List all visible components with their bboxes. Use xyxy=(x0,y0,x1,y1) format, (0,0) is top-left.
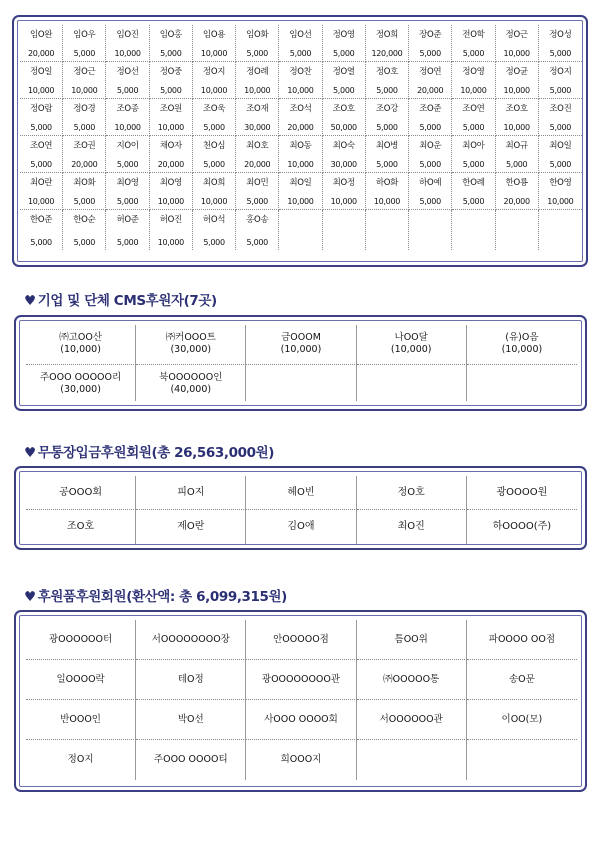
donor-amount: 20,000 xyxy=(244,160,271,169)
donor-amount: 5,000 xyxy=(73,123,96,132)
cms-donor-name: ㈜커OOO트 xyxy=(165,332,216,343)
empty-cell xyxy=(467,740,577,780)
donor-name: 최O아 xyxy=(462,141,485,151)
donor-name: 조O진 xyxy=(549,104,572,114)
donor-cell xyxy=(496,173,539,210)
donor-cell xyxy=(366,173,409,210)
donor-name: 조O석 xyxy=(289,104,312,114)
donor-cell xyxy=(409,173,452,210)
cms-donor-name: 북OOOOOO인 xyxy=(159,372,223,383)
donor-name: 조O재 xyxy=(246,104,269,114)
donor-amount: 5,000 xyxy=(462,197,485,206)
goods-grid xyxy=(26,620,577,780)
empty-cell xyxy=(539,210,582,250)
donor-name: 임O화 xyxy=(246,30,269,40)
cms-donor-cell xyxy=(136,325,246,365)
donor-cell xyxy=(20,136,63,173)
donor-cell xyxy=(496,99,539,136)
donor-cell xyxy=(366,99,409,136)
donor-name: 허O준 xyxy=(116,215,139,225)
cms-donor-amount: (10,000) xyxy=(280,344,322,355)
donor-cell xyxy=(452,136,495,173)
goods-section-title: 후원품후원회원(환산액: 총 6,099,315원) xyxy=(37,589,287,605)
donor-cell xyxy=(236,136,279,173)
donor-amount: 10,000 xyxy=(28,197,55,206)
goods-donor-cell: 사OOO OOOO회 xyxy=(246,700,356,740)
account-donor-cell: 광OOOO원 xyxy=(467,476,577,510)
donor-name: 최O숙 xyxy=(332,141,355,151)
goods-donor-cell: 송O문 xyxy=(467,660,577,700)
donor-name: 최O동 xyxy=(289,141,312,151)
donor-amount: 10,000 xyxy=(157,238,184,247)
cms-donor-cell xyxy=(136,365,246,401)
cms-donor-amount: (40,000) xyxy=(170,384,212,395)
empty-cell xyxy=(452,210,495,250)
donor-name: 장O준 xyxy=(419,30,442,40)
donor-cell xyxy=(409,136,452,173)
donor-name: 허O석 xyxy=(202,215,226,225)
donor-cell xyxy=(496,25,539,62)
donor-cell xyxy=(150,173,193,210)
donor-amount: 5,000 xyxy=(505,160,528,169)
donor-name: 천O심 xyxy=(202,141,226,151)
goods-donor-cell: 서OOOOOOOO장 xyxy=(136,620,246,660)
cms-donor-cell xyxy=(246,325,356,365)
donor-amount: 5,000 xyxy=(30,238,52,247)
donor-name: 한O룡 xyxy=(505,178,528,188)
donor-cell xyxy=(279,173,322,210)
heart-icon: ♥ xyxy=(24,589,36,605)
donor-amount: 10,000 xyxy=(460,86,487,95)
donor-name: 최O희 xyxy=(202,178,226,188)
donor-name: 정O근 xyxy=(505,30,528,40)
empty-cell xyxy=(467,365,577,401)
donor-amount: 5,000 xyxy=(73,49,96,58)
donor-name: 최O병 xyxy=(375,141,399,151)
donor-name: 허O진 xyxy=(159,215,182,225)
donor-name: 한O례 xyxy=(462,178,485,188)
donor-cell xyxy=(539,173,582,210)
donor-amount: 5,000 xyxy=(419,123,441,132)
individual-donor-table xyxy=(12,15,588,267)
donor-name: 홍O송 xyxy=(246,215,269,225)
donor-name: 정O경 xyxy=(73,104,96,114)
donor-amount: 5,000 xyxy=(73,197,96,206)
donor-amount: 20,000 xyxy=(157,160,184,169)
donor-amount: 50,000 xyxy=(330,123,357,132)
donor-name: 임O진 xyxy=(116,30,139,40)
donor-cell xyxy=(20,62,63,99)
donor-cell xyxy=(366,62,409,99)
goods-donor-cell: 반OOO인 xyxy=(26,700,136,740)
cms-grid xyxy=(26,325,577,401)
donor-amount: 10,000 xyxy=(373,197,401,206)
donor-amount: 5,000 xyxy=(376,123,398,132)
donor-name: 최O영 xyxy=(159,178,182,188)
goods-donor-cell: 서OOOOOO관 xyxy=(357,700,467,740)
donor-amount: 5,000 xyxy=(203,160,225,169)
donor-name: 정O열 xyxy=(332,67,355,77)
donor-cell xyxy=(20,173,63,210)
donor-name: 최O정 xyxy=(332,178,355,188)
heart-icon: ♥ xyxy=(24,293,36,309)
donor-cell xyxy=(323,99,366,136)
donor-cell xyxy=(236,62,279,99)
donor-cell xyxy=(106,210,149,250)
donor-name: 조O연 xyxy=(30,141,53,151)
donor-name: 정O지 xyxy=(202,67,226,77)
cms-donor-amount: (10,000) xyxy=(501,344,543,355)
donor-amount: 5,000 xyxy=(549,86,572,95)
donor-cell xyxy=(63,210,106,250)
donor-amount: 5,000 xyxy=(73,238,96,247)
cms-donor-name: 나OO달 xyxy=(394,332,428,343)
donor-name: 임O선 xyxy=(289,30,312,40)
cms-donor-cell xyxy=(26,365,136,401)
donor-name: 조O준 xyxy=(419,104,442,114)
donor-amount: 5,000 xyxy=(333,86,355,95)
cms-donor-cell xyxy=(467,325,577,365)
donor-name: 최O운 xyxy=(419,141,442,151)
donor-name: 최O일 xyxy=(289,178,312,188)
cms-donor-name: (유)O음 xyxy=(505,332,539,343)
donor-cell xyxy=(63,136,106,173)
donor-name: 전O학 xyxy=(462,30,485,40)
empty-cell xyxy=(357,365,467,401)
donor-cell xyxy=(63,25,106,62)
donor-name: 최O영 xyxy=(116,178,139,188)
donor-amount: 5,000 xyxy=(333,49,355,58)
donor-amount: 5,000 xyxy=(289,49,312,58)
donor-name: 최O일 xyxy=(549,141,572,151)
donor-cell xyxy=(539,99,582,136)
account-donor-cell: 하OOOO(주) xyxy=(492,521,552,532)
donor-cell xyxy=(150,25,193,62)
donor-name: 정O성 xyxy=(549,30,572,40)
donor-cell xyxy=(150,99,193,136)
donor-name: 한O순 xyxy=(73,215,96,225)
donor-name: 조O연 xyxy=(462,104,485,114)
cms-donor-amount: (30,000) xyxy=(60,384,101,395)
donor-cell xyxy=(236,210,279,250)
donor-cell xyxy=(193,136,236,173)
donor-amount: 5,000 xyxy=(160,49,182,58)
donor-name: 정O선 xyxy=(116,67,139,77)
empty-cell xyxy=(323,210,366,250)
donor-name: 정O람 xyxy=(30,104,53,114)
cms-section-heading xyxy=(24,289,217,309)
goods-donor-cell: 안OOOOO점 xyxy=(246,620,356,660)
donor-amount: 10,000 xyxy=(287,160,314,169)
donor-amount: 10,000 xyxy=(547,197,574,206)
donor-cell xyxy=(366,136,409,173)
donor-amount: 10,000 xyxy=(28,86,55,95)
donor-amount: 10,000 xyxy=(287,197,314,206)
donor-amount: 5,000 xyxy=(246,238,268,247)
donor-cell xyxy=(150,62,193,99)
donor-cell xyxy=(323,25,366,62)
goods-donor-cell: 틈OO위 xyxy=(357,620,467,660)
goods-donor-cell: 테O정 xyxy=(136,660,246,700)
donor-amount: 10,000 xyxy=(503,86,530,95)
donor-cell xyxy=(150,136,193,173)
donor-amount: 5,000 xyxy=(203,238,225,247)
donor-amount: 10,000 xyxy=(114,123,141,132)
donor-cell xyxy=(452,173,495,210)
donor-cell xyxy=(20,25,63,62)
donor-name: 최O란 xyxy=(30,178,53,188)
donor-name: 정O일 xyxy=(30,67,53,77)
donor-name: 정O근 xyxy=(73,67,96,77)
donor-amount: 5,000 xyxy=(376,160,398,169)
donor-cell xyxy=(539,136,582,173)
empty-cell xyxy=(279,210,322,250)
donor-cell xyxy=(452,62,495,99)
donor-cell xyxy=(409,62,452,99)
donor-cell xyxy=(193,62,236,99)
account-donor-cell: 정O호 xyxy=(357,476,467,510)
donor-cell xyxy=(409,25,452,62)
account-donor-cell: 헤O빈 xyxy=(246,476,356,510)
donor-cell xyxy=(236,25,279,62)
donor-amount: 10,000 xyxy=(157,123,184,132)
donor-cell xyxy=(106,25,149,62)
donor-cell xyxy=(63,99,106,136)
cms-donor-cell xyxy=(357,325,467,365)
donor-name: 하O화 xyxy=(375,178,399,188)
donor-name: 정O례 xyxy=(246,67,269,77)
account-donor-cell: 김O애 xyxy=(246,510,356,544)
account-donor-cell: 제O란 xyxy=(136,510,246,544)
donor-cell xyxy=(539,62,582,99)
donor-cell xyxy=(323,173,366,210)
account-section-heading xyxy=(24,441,274,461)
goods-donor-cell: 이OO(모) xyxy=(467,700,577,740)
donor-name: 정O영 xyxy=(332,30,355,40)
donor-cell xyxy=(193,25,236,62)
donor-name: 한O영 xyxy=(549,178,572,188)
donor-amount: 10,000 xyxy=(503,49,530,58)
goods-donor-table xyxy=(14,610,587,792)
cms-donor-cell xyxy=(26,325,136,365)
donor-name: 정O찬 xyxy=(289,67,312,77)
donor-amount: 10,000 xyxy=(157,197,184,206)
donor-cell xyxy=(496,62,539,99)
donor-name: 정O중 xyxy=(159,67,182,77)
goods-donor-cell: 광OOOOOOOO관 xyxy=(246,660,356,700)
account-donor-cell: 피O지 xyxy=(136,476,246,510)
cms-donor-name: 금OOOM xyxy=(281,332,321,343)
donor-amount: 5,000 xyxy=(30,160,52,169)
donor-amount: 10,000 xyxy=(200,197,228,206)
donor-name: 임O홍 xyxy=(159,30,182,40)
donor-cell xyxy=(236,173,279,210)
donor-amount: 5,000 xyxy=(462,49,485,58)
donor-name: 조O종 xyxy=(116,104,139,114)
empty-cell xyxy=(409,210,452,250)
donor-cell xyxy=(279,25,322,62)
cms-donor-amount: (10,000) xyxy=(390,344,432,355)
donor-name: 하O예 xyxy=(419,178,442,188)
donor-amount: 20,000 xyxy=(503,197,530,206)
empty-cell xyxy=(357,740,467,780)
donor-cell xyxy=(20,210,63,250)
donor-name: 최O민 xyxy=(246,178,269,188)
donor-name: 임O용 xyxy=(202,30,226,40)
donor-cell xyxy=(323,62,366,99)
account-donor-table xyxy=(14,466,587,550)
donor-name: 조O강 xyxy=(375,104,399,114)
donor-name: 정O희 xyxy=(375,30,399,40)
donor-amount: 20,000 xyxy=(287,123,314,132)
goods-section-heading xyxy=(24,585,287,605)
donor-name: 정O호 xyxy=(375,67,399,77)
cms-donor-amount: (30,000) xyxy=(170,344,212,355)
donor-amount: 5,000 xyxy=(160,86,182,95)
donor-cell xyxy=(236,99,279,136)
donor-amount: 30,000 xyxy=(330,160,357,169)
donor-cell xyxy=(323,136,366,173)
donor-cell xyxy=(452,25,495,62)
account-donor-cell: 조O호 xyxy=(26,510,136,544)
donor-cell xyxy=(279,62,322,99)
donor-cell xyxy=(106,99,149,136)
donor-amount: 5,000 xyxy=(30,123,52,132)
donor-amount: 5,000 xyxy=(376,86,398,95)
donor-amount: 5,000 xyxy=(419,197,441,206)
goods-donor-cell: 희OOO지 xyxy=(246,740,356,780)
goods-donor-cell: 정O지 xyxy=(26,740,136,780)
donor-name: 임O우 xyxy=(73,30,96,40)
donor-amount: 5,000 xyxy=(549,160,572,169)
donor-name: 조O욱 xyxy=(202,104,226,114)
donor-amount: 5,000 xyxy=(116,238,139,247)
donor-amount: 10,000 xyxy=(503,123,530,132)
donor-amount: 10,000 xyxy=(200,49,228,58)
donor-amount: 10,000 xyxy=(114,49,141,58)
donor-name: 조O호 xyxy=(332,104,355,114)
goods-donor-cell: ㈜OOOOO통 xyxy=(357,660,467,700)
cms-donor-name: 주OOO OOOOO리 xyxy=(39,372,122,383)
goods-donor-cell: 광OOOOOO터 xyxy=(26,620,136,660)
donor-amount: 120,000 xyxy=(371,49,403,58)
donor-amount: 5,000 xyxy=(549,49,572,58)
donor-cell xyxy=(63,62,106,99)
donor-amount: 5,000 xyxy=(116,197,139,206)
cms-donor-name: ㈜고OO산 xyxy=(59,332,102,343)
cms-donor-amount: (10,000) xyxy=(60,344,101,355)
account-grid xyxy=(26,476,577,544)
donor-amount: 5,000 xyxy=(116,160,139,169)
donor-cell xyxy=(452,99,495,136)
donor-amount: 5,000 xyxy=(462,123,485,132)
donor-name: 최O화 xyxy=(73,178,96,188)
donor-name: 임O완 xyxy=(30,30,53,40)
donor-amount: 5,000 xyxy=(419,49,441,58)
donor-cell xyxy=(106,173,149,210)
goods-donor-cell: 주OOO OOOO티 xyxy=(136,740,246,780)
donor-amount: 5,000 xyxy=(246,49,268,58)
goods-donor-cell: 일OOOO락 xyxy=(26,660,136,700)
donor-amount: 5,000 xyxy=(549,123,572,132)
donor-grid xyxy=(20,25,582,250)
account-donor-cell: 공OOO회 xyxy=(26,476,136,510)
donor-amount: 5,000 xyxy=(419,160,441,169)
donor-name: 조O호 xyxy=(505,104,528,114)
donor-cell xyxy=(150,210,193,250)
donor-cell xyxy=(539,25,582,62)
donor-amount: 5,000 xyxy=(116,86,139,95)
donor-name: 지O이 xyxy=(116,141,139,151)
donor-name: 최O호 xyxy=(246,141,269,151)
donor-amount: 10,000 xyxy=(287,86,314,95)
donor-amount: 10,000 xyxy=(244,86,271,95)
goods-donor-cell: 박O선 xyxy=(136,700,246,740)
donor-amount: 30,000 xyxy=(244,123,271,132)
donor-amount: 10,000 xyxy=(330,197,357,206)
donor-name: 조O권 xyxy=(73,141,96,151)
donor-cell xyxy=(193,99,236,136)
donor-amount: 20,000 xyxy=(71,160,98,169)
donor-name: 한O준 xyxy=(30,215,53,225)
donor-amount: 5,000 xyxy=(462,160,485,169)
empty-cell xyxy=(366,210,409,250)
donor-cell xyxy=(63,173,106,210)
account-section-title: 무통장입금후원회원(총 26,563,000원) xyxy=(37,445,274,461)
donor-amount: 5,000 xyxy=(246,197,268,206)
heart-icon: ♥ xyxy=(24,445,36,461)
donor-cell xyxy=(193,173,236,210)
donor-amount: 5,000 xyxy=(203,123,225,132)
goods-donor-cell: 파OOOO OO점 xyxy=(467,620,577,660)
donor-cell xyxy=(193,210,236,250)
donor-name: 정O균 xyxy=(505,67,528,77)
donor-amount: 20,000 xyxy=(417,86,444,95)
empty-cell xyxy=(246,365,356,401)
donor-cell xyxy=(20,99,63,136)
donor-amount: 20,000 xyxy=(28,49,55,58)
donor-name: 정O연 xyxy=(419,67,442,77)
donor-name: 정O영 xyxy=(462,67,485,77)
donor-cell xyxy=(496,136,539,173)
account-donor-cell: 최O진 xyxy=(357,510,467,544)
donor-cell xyxy=(366,25,409,62)
cms-section-title: 기업 및 단체 CMS후원자(7곳) xyxy=(37,293,217,309)
donor-cell xyxy=(106,136,149,173)
donor-name: 채O자 xyxy=(159,141,182,151)
donor-cell xyxy=(279,99,322,136)
donor-name: 조O원 xyxy=(159,104,182,114)
empty-cell xyxy=(496,210,539,250)
cms-donor-table xyxy=(14,315,587,411)
donor-name: 최O규 xyxy=(505,141,528,151)
donor-amount: 10,000 xyxy=(71,86,98,95)
donor-cell xyxy=(409,99,452,136)
donor-amount: 10,000 xyxy=(200,86,228,95)
donor-name: 정O지 xyxy=(549,67,572,77)
donor-cell xyxy=(279,136,322,173)
donor-cell xyxy=(106,62,149,99)
